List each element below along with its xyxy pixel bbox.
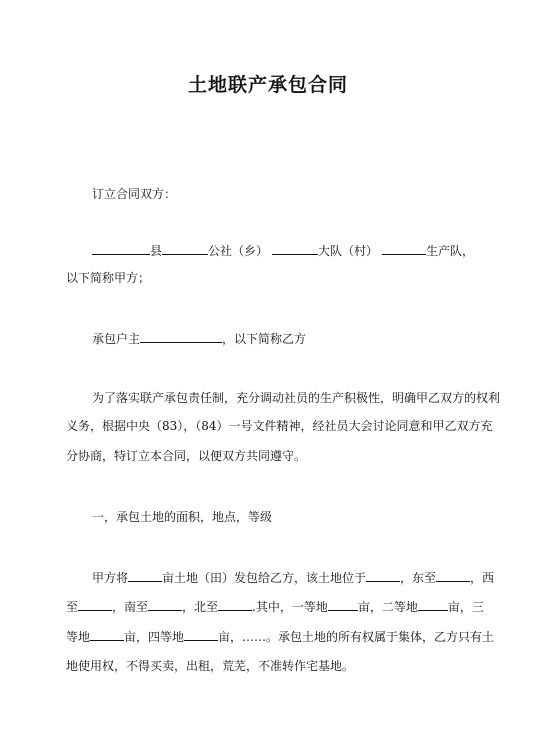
- team-blank: [382, 242, 426, 255]
- location-blank: [366, 569, 400, 582]
- party-a-line-1: [92, 242, 474, 259]
- county-blank: [92, 242, 150, 255]
- party-a-line-2: 以下简称甲方；: [66, 271, 151, 285]
- commune-label: 公社（乡）: [208, 244, 269, 258]
- grade2-blank: [418, 598, 448, 611]
- north-blank: [218, 598, 252, 611]
- purpose-line-1: 为了落实联产承包责任制，充分调动社员的生产积极性，明确甲乙双方的权利: [92, 391, 501, 405]
- section-1-heading: 一，承包土地的面积，地点，等级: [92, 510, 273, 524]
- page-title: 土地联产承包合同: [187, 74, 348, 96]
- area-blank: [128, 569, 162, 582]
- purpose-line-2: 义务，根据中央（83），（84）一号文件精神，经社员大会讨论同意和甲乙双方充: [66, 419, 493, 433]
- section-1-line-1: 甲方将 亩土地（田）发包给乙方，该土地位于 ，东至 ，西: [92, 571, 495, 585]
- commune-blank: [162, 242, 208, 255]
- county-label: 县: [150, 244, 163, 258]
- grade1-blank: [328, 598, 358, 611]
- brigade-blank: [272, 242, 318, 255]
- team-label: 生产队，: [426, 244, 475, 258]
- west-blank: [78, 598, 112, 611]
- south-blank: [148, 598, 182, 611]
- section-1-line-3: 等地 亩，四等地 亩，……。承包土地的所有权属于集体，乙方只有土: [66, 630, 495, 644]
- party-b-suffix: ，以下简称乙方: [222, 332, 307, 346]
- party-b-line: [92, 330, 306, 347]
- party-b-prefix: 承包户主: [92, 332, 141, 346]
- grade3-blank: [90, 628, 124, 641]
- purpose-line-3: 分协商，特订立本合同，以便双方共同遵守。: [66, 449, 307, 463]
- householder-blank: [140, 330, 222, 343]
- east-blank: [436, 569, 470, 582]
- grade4-blank: [184, 628, 218, 641]
- parties-heading: 订立合同双方：: [92, 187, 177, 201]
- section-1-line-4: 地使用权，不得买卖，出租，荒芜，不准转作宅基地。: [66, 659, 355, 673]
- section-1-line-2: 至 ，南至 ，北至 .其中，一等地 亩，二等地 亩，三: [66, 600, 484, 614]
- brigade-label: 大队（村）: [318, 244, 379, 258]
